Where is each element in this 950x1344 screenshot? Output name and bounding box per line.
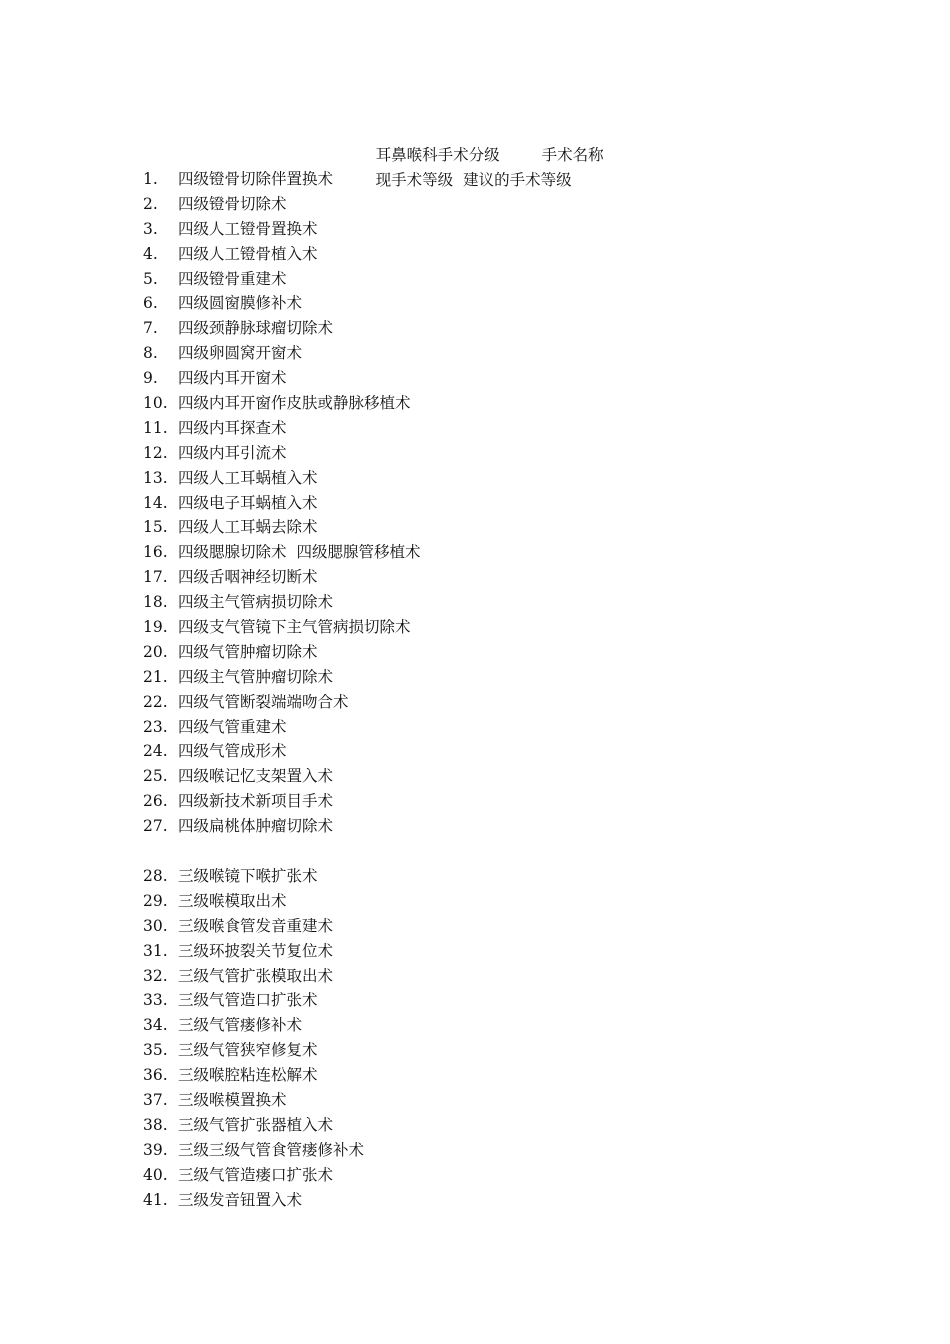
list-item	[143, 540, 421, 565]
procedure-name: 四级人工耳蜗去除术	[178, 518, 318, 537]
list-item	[143, 416, 421, 441]
item-number: 17.	[143, 568, 168, 587]
item-number: 9.	[143, 369, 158, 388]
item-number: 36.	[143, 1066, 168, 1085]
list-item	[143, 789, 421, 814]
procedure-name: 四级卵圆窝开窗术	[178, 344, 303, 363]
item-number: 25.	[143, 767, 168, 786]
list-item	[143, 1113, 421, 1138]
list-item	[143, 441, 421, 466]
list-item	[143, 964, 421, 989]
list-item	[143, 1013, 421, 1038]
column-heading-name: 手术名称	[541, 146, 604, 164]
procedure-name: 三级发音钮置入术	[178, 1190, 303, 1209]
item-number: 1.	[143, 170, 158, 188]
procedure-name: 四级舌咽神经切断术	[178, 568, 318, 587]
item-number: 38.	[143, 1115, 168, 1134]
procedure-name: 四级圆窗膜修补术	[178, 294, 303, 313]
list-item	[143, 316, 421, 341]
item-number: 21.	[143, 667, 168, 686]
procedure-name: 四级电子耳蜗植入术	[178, 493, 318, 512]
procedure-name: 四级腮腺切除术	[178, 543, 287, 562]
item-number: 14.	[143, 493, 168, 512]
list-item	[143, 1163, 421, 1188]
item-number: 18.	[143, 593, 168, 612]
column-heading-current-level: 现手术等级	[375, 171, 454, 189]
list-item	[143, 988, 421, 1013]
list-item	[143, 1088, 421, 1113]
list-item	[143, 242, 421, 267]
item-number: 5.	[143, 269, 158, 288]
item-number: 37.	[143, 1090, 168, 1109]
list-item	[143, 889, 421, 914]
procedure-name: 三级喉模置换术	[178, 1090, 287, 1109]
list-item	[143, 466, 421, 491]
item-number: 11.	[143, 418, 168, 437]
item-number: 35.	[143, 1041, 168, 1060]
list-item	[143, 690, 421, 715]
list-item	[143, 192, 421, 217]
procedure-name: 四级颈静脉球瘤切除术	[178, 319, 334, 338]
procedure-name: 四级内耳开窗术	[178, 369, 287, 388]
list-item	[143, 615, 421, 640]
item-number: 32.	[143, 966, 168, 985]
list-item	[143, 739, 421, 764]
procedure-name: 四级气管断裂端端吻合术	[178, 692, 349, 711]
column-heading-suggested-level: 建议的手术等级	[463, 171, 572, 189]
item-number: 10.	[143, 394, 168, 413]
list-item	[143, 366, 421, 391]
procedure-name: 三级喉腔粘连松解术	[178, 1066, 318, 1085]
item-number: 22.	[143, 692, 168, 711]
item-number: 4.	[143, 244, 158, 263]
list-item	[143, 939, 421, 964]
item-number: 15.	[143, 518, 168, 537]
item-number: 23.	[143, 717, 168, 736]
list-item	[143, 864, 421, 889]
header-line-1	[346, 118, 604, 164]
item-number: 26.	[143, 792, 168, 811]
list-item	[143, 267, 421, 292]
procedure-name: 三级气管扩张模取出术	[178, 966, 334, 985]
item-number: 27.	[143, 817, 168, 836]
procedure-name: 三级气管造瘘口扩张术	[178, 1165, 334, 1184]
procedure-name-secondary: 四级腮腺管移植术	[296, 543, 421, 562]
item-number: 33.	[143, 991, 168, 1010]
list-item	[143, 341, 421, 366]
procedure-name: 四级镫骨切除伴置换术	[178, 170, 334, 188]
procedure-name: 四级镫骨切除术	[178, 194, 287, 213]
item-number: 39.	[143, 1140, 168, 1159]
item-number: 20.	[143, 642, 168, 661]
list-item	[143, 640, 421, 665]
procedure-list	[143, 167, 421, 1212]
item-number: 12.	[143, 443, 168, 462]
list-item	[143, 217, 421, 242]
item-number: 2.	[143, 194, 158, 213]
procedure-name: 三级喉食管发音重建术	[178, 916, 334, 935]
list-item	[143, 1063, 421, 1088]
item-number: 29.	[143, 891, 168, 910]
list-item	[143, 1188, 421, 1213]
procedure-name: 三级气管瘘修补术	[178, 1016, 303, 1035]
item-number: 6.	[143, 294, 158, 313]
procedure-name: 三级气管狭窄修复术	[178, 1041, 318, 1060]
list-item	[143, 814, 421, 839]
list-item	[143, 565, 421, 590]
section-gap	[143, 839, 421, 864]
procedure-name: 四级喉记忆支架置入术	[178, 767, 334, 786]
item-number: 24.	[143, 742, 168, 761]
item-number: 16.	[143, 543, 168, 562]
item-number: 31.	[143, 941, 168, 960]
procedure-name: 四级镫骨重建术	[178, 269, 287, 288]
procedure-name: 三级气管造口扩张术	[178, 991, 318, 1010]
procedure-name: 四级扁桃体肿瘤切除术	[178, 817, 334, 836]
procedure-name: 四级人工耳蜗植入术	[178, 468, 318, 487]
procedure-name: 四级内耳探查术	[178, 418, 287, 437]
item-number: 13.	[143, 468, 168, 487]
procedure-name: 四级气管肿瘤切除术	[178, 642, 318, 661]
item-number: 8.	[143, 344, 158, 363]
item-number: 28.	[143, 866, 168, 885]
procedure-name: 三级气管扩张器植入术	[178, 1115, 334, 1134]
procedure-name: 四级主气管肿瘤切除术	[178, 667, 334, 686]
list-item	[143, 391, 421, 416]
list-item	[143, 914, 421, 939]
list-item	[143, 291, 421, 316]
item-number: 3.	[143, 219, 158, 238]
procedure-name: 四级内耳引流术	[178, 443, 287, 462]
procedure-name: 四级人工镫骨植入术	[178, 244, 318, 263]
procedure-name: 四级气管成形术	[178, 742, 287, 761]
list-item	[143, 590, 421, 615]
item-number: 40.	[143, 1165, 168, 1184]
procedure-name: 四级人工镫骨置换术	[178, 219, 318, 238]
item-number: 34.	[143, 1016, 168, 1035]
procedure-name: 四级支气管镜下主气管病损切除术	[178, 618, 411, 637]
procedure-name: 四级主气管病损切除术	[178, 593, 334, 612]
list-item	[143, 1038, 421, 1063]
item-number: 7.	[143, 319, 158, 338]
procedure-name: 四级气管重建术	[178, 717, 287, 736]
item-number: 41.	[143, 1190, 168, 1209]
document-title: 耳鼻喉科手术分级	[375, 146, 500, 164]
list-item	[143, 1138, 421, 1163]
procedure-name: 四级新技术新项目手术	[178, 792, 334, 811]
list-item	[143, 764, 421, 789]
procedure-name: 三级喉镜下喉扩张术	[178, 866, 318, 885]
list-item	[143, 665, 421, 690]
list-item	[143, 715, 421, 740]
list-item	[143, 515, 421, 540]
item-number: 30.	[143, 916, 168, 935]
procedure-name: 三级环披裂关节复位术	[178, 941, 334, 960]
procedure-name: 三级喉模取出术	[178, 891, 287, 910]
document-header	[346, 118, 604, 189]
procedure-name: 四级内耳开窗作皮肤或静脉移植术	[178, 394, 411, 413]
list-item	[143, 491, 421, 516]
procedure-name: 三级三级气管食管瘘修补术	[178, 1140, 365, 1159]
item-number: 19.	[143, 618, 168, 637]
list-item	[143, 167, 421, 192]
